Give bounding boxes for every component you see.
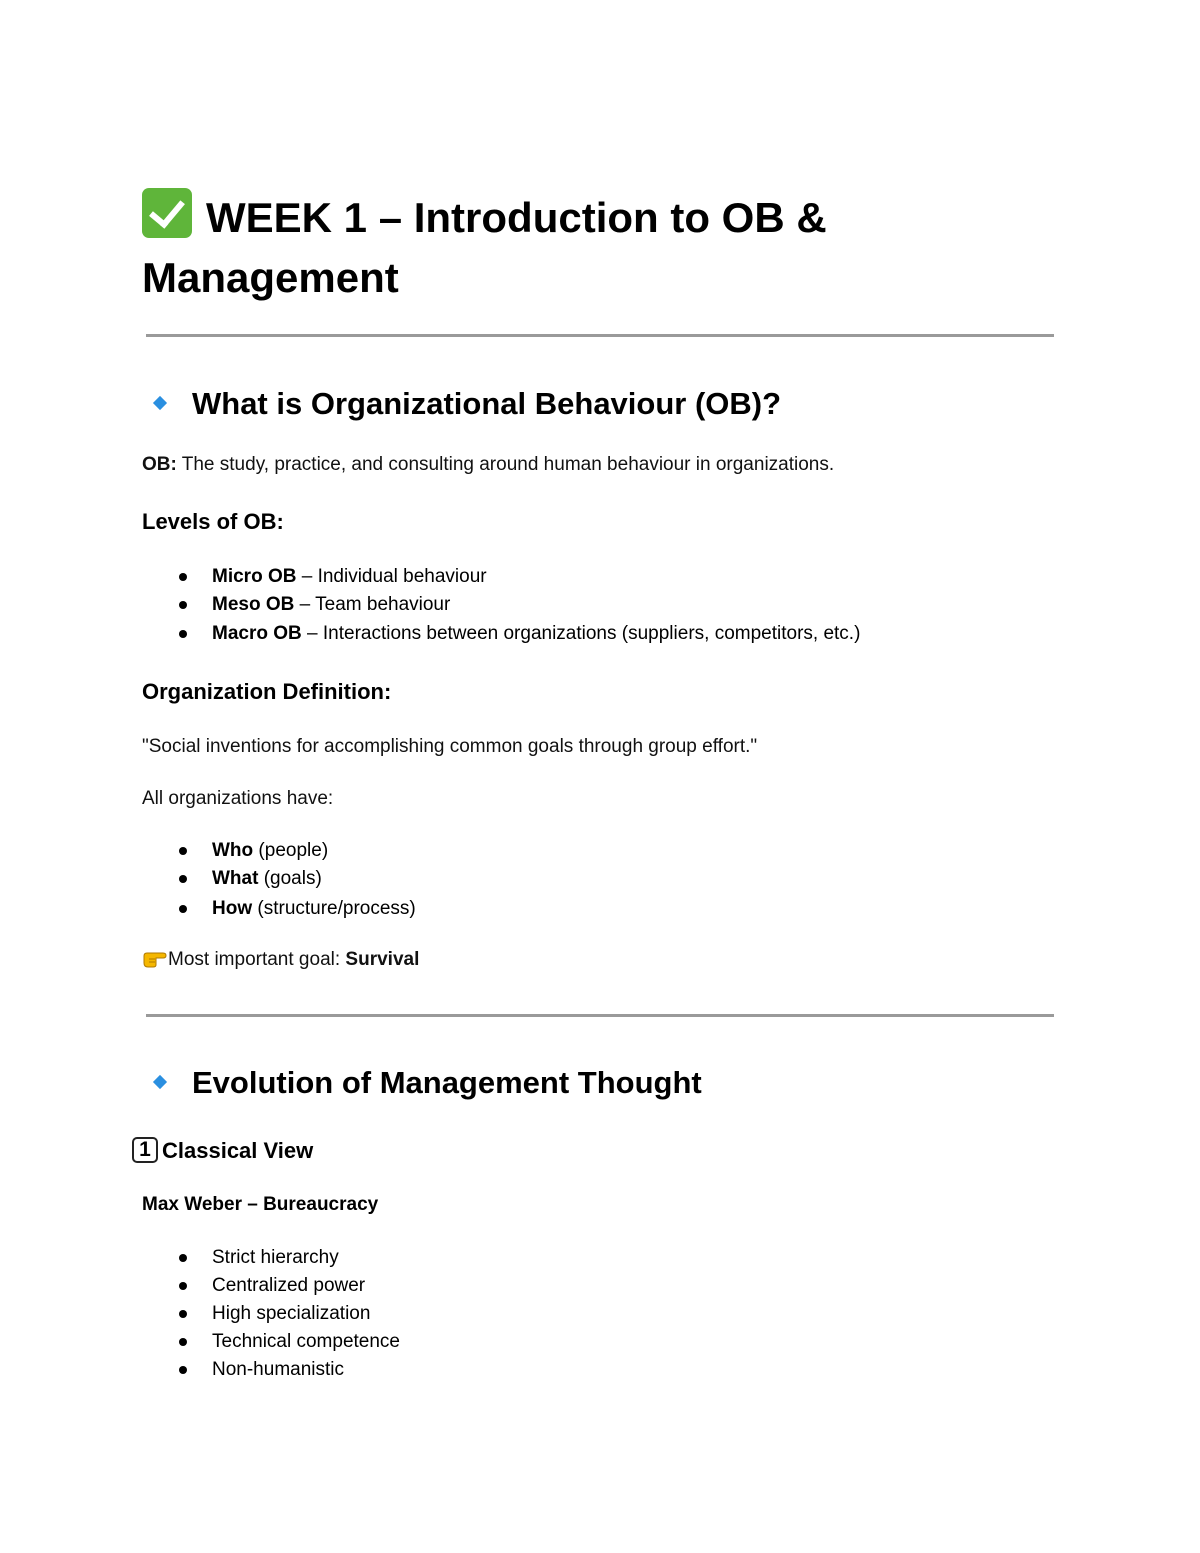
list-item-text: Strict hierarchy bbox=[212, 1247, 339, 1268]
page-title bbox=[142, 188, 1042, 308]
list-item bbox=[212, 1301, 370, 1327]
bullet-icon bbox=[179, 905, 187, 913]
keycap-1-icon: 1 bbox=[132, 1137, 158, 1163]
list-item bbox=[212, 592, 450, 618]
most-important-goal bbox=[168, 947, 419, 973]
ob-definition-term: OB: bbox=[142, 454, 177, 475]
goal-value: Survival bbox=[345, 949, 420, 970]
list-item-text: – Team behaviour bbox=[294, 594, 451, 615]
bullet-icon bbox=[179, 573, 187, 581]
list-item-text: – Individual behaviour bbox=[296, 566, 487, 587]
list-item-text: – Interactions between organizations (suppliers, competitors, etc.) bbox=[301, 623, 861, 644]
org-definition-heading: Organization Definition: bbox=[142, 679, 392, 704]
section-heading-evolution: Evolution of Management Thought bbox=[192, 1065, 702, 1100]
bullet-icon bbox=[179, 1254, 187, 1262]
list-item-text: Technical competence bbox=[212, 1331, 400, 1352]
list-item-term: Micro OB bbox=[212, 566, 297, 587]
all-orgs-have-text: All organizations have: bbox=[142, 788, 334, 809]
classical-view-heading: Classical View bbox=[162, 1138, 314, 1163]
list-item-term: Meso OB bbox=[212, 594, 295, 615]
list-item bbox=[212, 1329, 400, 1355]
list-item-term: What bbox=[212, 868, 259, 889]
list-item-text: High specialization bbox=[212, 1303, 371, 1324]
list-item bbox=[212, 896, 416, 922]
bullet-icon bbox=[179, 1310, 187, 1318]
list-item-term: Who bbox=[212, 840, 254, 861]
horizontal-rule bbox=[146, 1014, 1054, 1017]
bullet-icon bbox=[179, 630, 187, 638]
list-item-term: Macro OB bbox=[212, 623, 302, 644]
small-blue-diamond-icon bbox=[153, 1075, 167, 1089]
ob-definition bbox=[142, 452, 834, 478]
list-item-text: Centralized power bbox=[212, 1275, 366, 1296]
backhand-index-pointing-right-icon bbox=[143, 950, 167, 968]
list-item-text: (goals) bbox=[258, 868, 322, 889]
org-definition-quote: "Social inventions for accomplishing common goals through group effort." bbox=[142, 736, 758, 757]
check-mark-button-icon bbox=[142, 188, 192, 238]
list-item bbox=[212, 564, 487, 590]
list-item bbox=[212, 1273, 365, 1299]
small-blue-diamond-icon bbox=[153, 396, 167, 410]
list-item bbox=[212, 621, 860, 647]
list-item-text: (structure/process) bbox=[252, 898, 416, 919]
section-heading-ob: What is Organizational Behaviour (OB)? bbox=[192, 386, 782, 421]
page-title-text: WEEK 1 – Introduction to OB & Management bbox=[142, 194, 827, 301]
bullet-icon bbox=[179, 1338, 187, 1346]
bullet-icon bbox=[179, 601, 187, 609]
bullet-icon bbox=[179, 847, 187, 855]
goal-prefix: Most important goal: bbox=[168, 949, 346, 970]
list-item bbox=[212, 1245, 339, 1271]
horizontal-rule bbox=[146, 334, 1054, 337]
levels-heading: Levels of OB: bbox=[142, 509, 284, 534]
list-item-text: (people) bbox=[253, 840, 329, 861]
list-item bbox=[212, 866, 322, 892]
ob-definition-text: The study, practice, and consulting around human behaviour in organizations. bbox=[176, 454, 835, 475]
list-item-text: Non-humanistic bbox=[212, 1359, 344, 1380]
list-item-term: How bbox=[212, 898, 253, 919]
list-item bbox=[212, 838, 328, 864]
list-item bbox=[212, 1357, 344, 1383]
bullet-icon bbox=[179, 1282, 187, 1290]
bullet-icon bbox=[179, 875, 187, 883]
bullet-icon bbox=[179, 1366, 187, 1374]
weber-heading: Max Weber – Bureaucracy bbox=[142, 1194, 379, 1215]
